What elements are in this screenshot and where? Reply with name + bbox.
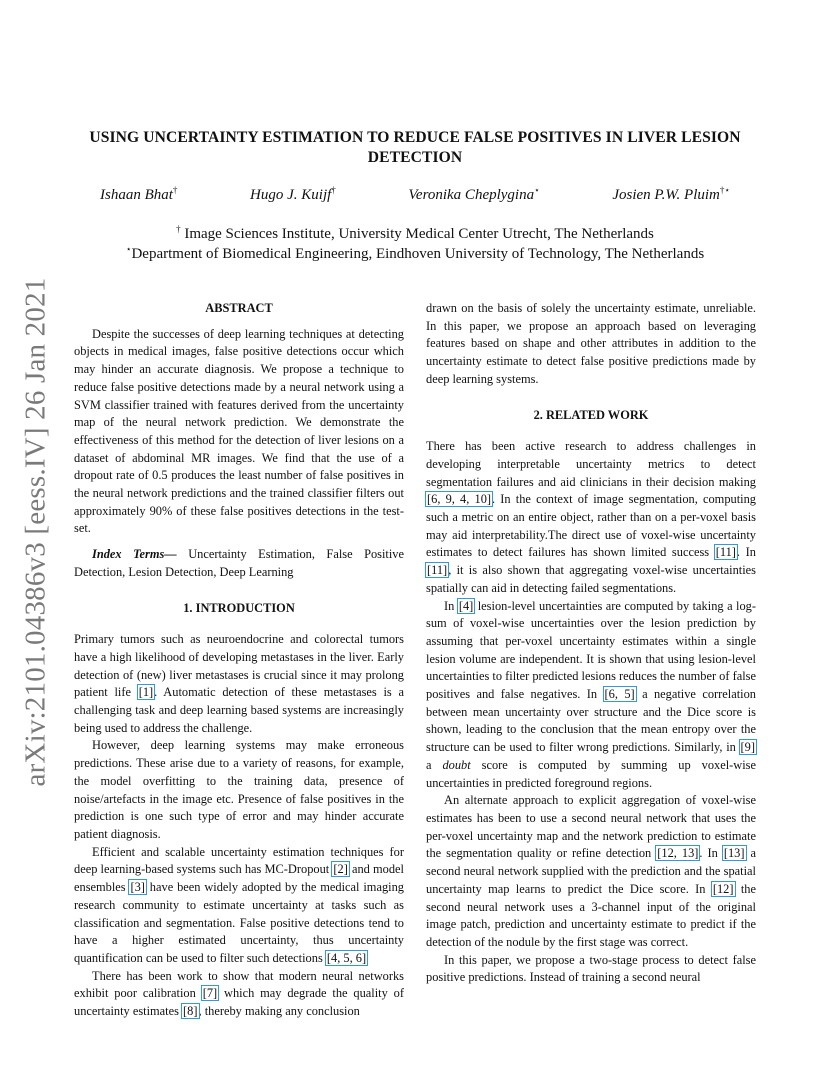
arxiv-identifier: arXiv:2101.04386v3 [eess.IV] 26 Jan 2021 bbox=[19, 277, 52, 787]
emphasis-doubt: doubt bbox=[442, 757, 471, 772]
title-line-1: USING UNCERTAINTY ESTIMATION TO REDUCE FALSE POSITIVES IN LIVER LESION bbox=[89, 129, 741, 146]
author bbox=[612, 185, 730, 204]
affiliation-mark: ⋆ bbox=[125, 244, 132, 254]
title-line-2: DETECTION bbox=[367, 149, 463, 166]
text-run: the second neural network uses a 3-channel input of the original image patch, prediction and uncertainty estimate to predict if the detection of the nodule by the first stage was correct. bbox=[426, 881, 756, 949]
text-run: . In bbox=[699, 846, 723, 861]
citation-link[interactable]: [4, 5, 6] bbox=[326, 950, 367, 965]
text-run: score is computed by summing up voxel-wise uncertainties in predicted foreground regions. bbox=[426, 757, 756, 790]
paper-title bbox=[70, 128, 760, 168]
index-terms-label: Index Terms— bbox=[92, 547, 177, 562]
citation-link[interactable]: [12] bbox=[712, 881, 734, 896]
author bbox=[408, 185, 539, 204]
text-run: a negative correlation between mean uncertainty over structure and the Dice score is shown, leading to the conclusion that the mean entropy over the structure can be used to filter wrong predictions. Similarly, in bbox=[426, 687, 756, 755]
citation-link[interactable]: [4] bbox=[458, 598, 474, 613]
related-paragraph-2 bbox=[426, 598, 756, 793]
related-paragraph-1 bbox=[426, 438, 756, 597]
text-run: , it is also shown that aggregating voxel-wise uncertainties spatially can aid in detecting failed segmentations. bbox=[426, 563, 756, 595]
index-terms-text: Uncertainty Estimation, False Positive Detection, Lesion Detection, Deep Learning bbox=[74, 547, 405, 579]
text-run: Efficient and scalable uncertainty estimation techniques for deep learning-based systems such has MC-Dropout bbox=[74, 844, 404, 877]
author bbox=[250, 185, 336, 204]
author-name: Veronika Cheplygina bbox=[408, 187, 535, 203]
citation-link[interactable]: [11] bbox=[715, 545, 736, 560]
author-name: Ishaan Bhat bbox=[100, 187, 173, 203]
text-run: have been widely adopted by the medical imaging research community to estimate uncertainty at tasks such as classification and segmentation. False positive detections tend to have a higher estimated uncertainty, thus uncertainty quantification can be used to filter such detections bbox=[74, 880, 404, 965]
citation-link[interactable]: [12, 13] bbox=[657, 846, 699, 861]
intro-paragraph-1 bbox=[74, 631, 404, 737]
affiliation-text: Image Sciences Institute, University Medical Center Utrecht, The Netherlands bbox=[180, 226, 654, 242]
citation-link[interactable]: [9] bbox=[740, 740, 755, 755]
citation-link[interactable]: [2] bbox=[333, 862, 348, 877]
affiliation-2 bbox=[60, 244, 770, 263]
intro-paragraph-3 bbox=[74, 844, 404, 968]
affiliation-mark: † bbox=[176, 224, 181, 234]
author bbox=[100, 185, 177, 204]
text-run: . Automatic detection of these metastases is a challenging task and deep learning based systems are increasingly being used to address the challenge. bbox=[74, 685, 404, 735]
author-mark: † bbox=[172, 185, 178, 195]
text-run: There has been active research to address challenges in developing interpretable uncertainty metrics to detect segmentation failures and aid clinicians in their decision making bbox=[426, 439, 756, 489]
citation-link[interactable]: [8] bbox=[183, 1004, 198, 1019]
intro-paragraph-2: However, deep learning systems may make erroneous predictions. These arise due to a variety of reasons, for example, the model overfitting to the training data, presence of noise/artefacts in the image etc. Presence of false positives in the prediction is one such type of error and may hinder accurate patient diagnosis. bbox=[74, 738, 404, 841]
citation-link[interactable]: [1] bbox=[138, 685, 154, 700]
related-paragraph-4: In this paper, we propose a two-stage process to detect false positive predictions. Instead of training a second neural bbox=[426, 952, 756, 985]
text-run: In bbox=[444, 598, 458, 613]
text-run: and model ensembles bbox=[74, 862, 404, 895]
abstract-heading: ABSTRACT bbox=[205, 301, 273, 315]
section-heading-introduction: 1. INTRODUCTION bbox=[183, 600, 295, 615]
citation-link[interactable]: [3] bbox=[130, 880, 145, 895]
index-terms bbox=[74, 546, 404, 581]
section-heading-related-work: 2. RELATED WORK bbox=[533, 407, 649, 422]
affiliation-1 bbox=[60, 224, 770, 243]
affiliation-text: Department of Biomedical Engineering, Eindhoven University of Technology, The Netherlands bbox=[131, 246, 705, 262]
citation-link[interactable]: [11] bbox=[427, 563, 448, 578]
related-paragraph-3 bbox=[426, 792, 756, 951]
abstract-body: Despite the successes of deep learning techniques at detecting objects in medical images, false positive detections occur which may hinder an accurate diagnosis. We propose a technique to reduce false positive detections made by a neural network using a SVM classifier trained with features derived from the uncertainty map of the neural network prediction. We demonstrate the effectiveness of this method for the detection of liver lesions on a dataset of abdominal MR images. We find that the use of a dropout rate of 0.5 produces the least number of false positives in the neural network predictions and the trained classifier filters out approximately 90% of these false positives detections in the test-set. bbox=[74, 326, 404, 536]
text-run: . In the context of image segmentation, computing such a metric on an entire object, rather than on a per-voxel basis may aid interpretability.The direct use of voxel-wise uncertainty estimates to detect failures has shown limited success bbox=[426, 492, 756, 560]
citation-link[interactable]: [7] bbox=[202, 986, 218, 1001]
text-run: a bbox=[426, 757, 443, 772]
text-run: lesion-level uncertainties are computed by taking a log-sum of voxel-wise uncertainties over the lesion prediction by assuming that per-voxel uncertainty estimates within a single lesion volume are independent. It is shown that using lesion-level uncertainties to filter predicted lesions reduces the number of false positives and false negatives. In bbox=[426, 598, 756, 702]
text-run: which may degrade the quality of uncertainty estimates bbox=[74, 986, 404, 1019]
left-column bbox=[74, 300, 404, 1021]
author-mark: ⋆ bbox=[534, 185, 540, 195]
intro-paragraph-4 bbox=[74, 968, 404, 1021]
author-name: Hugo J. Kuijf bbox=[250, 187, 332, 203]
citation-link[interactable]: [6, 5] bbox=[604, 687, 635, 702]
citation-link[interactable]: [6, 9, 4, 10] bbox=[427, 492, 492, 507]
citation-link[interactable]: [13] bbox=[723, 846, 745, 861]
author-list bbox=[100, 185, 730, 204]
intro-continuation: drawn on the basis of solely the uncertainty estimate, unreliable. In this paper, we propose an approach based on leveraging features based on shape and other attributes in addition to the uncertainty estimate to detect false positive predictions made by deep learning systems. bbox=[426, 301, 756, 386]
author-mark: † bbox=[331, 185, 336, 195]
text-run: . In bbox=[736, 545, 756, 560]
text-run: There has been work to show that modern neural networks exhibit poor calibration bbox=[74, 968, 404, 1001]
text-run: a second neural network supplied with the prediction and the spatial uncertainty map learns to predict the Dice score. In bbox=[426, 846, 757, 896]
right-column bbox=[426, 300, 756, 987]
text-run: , thereby making any conclusion bbox=[198, 1004, 360, 1019]
author-name: Josien P.W. Pluim bbox=[612, 187, 720, 203]
arxiv-side-stamp bbox=[16, 277, 56, 787]
author-mark: †⋆ bbox=[719, 185, 730, 195]
text-run: Primary tumors such as neuroendocrine and colorectal tumors have a high likelihood of developing metastases in the liver. Early detection of (new) liver metastases is crucial since it may prolong patient life bbox=[74, 632, 404, 700]
text-run: An alternate approach to explicit aggregation of voxel-wise estimates has been to use a second neural network that uses the per-voxel uncertainty map and the network prediction to estimate the segmentation quality or refine detection bbox=[426, 793, 756, 861]
